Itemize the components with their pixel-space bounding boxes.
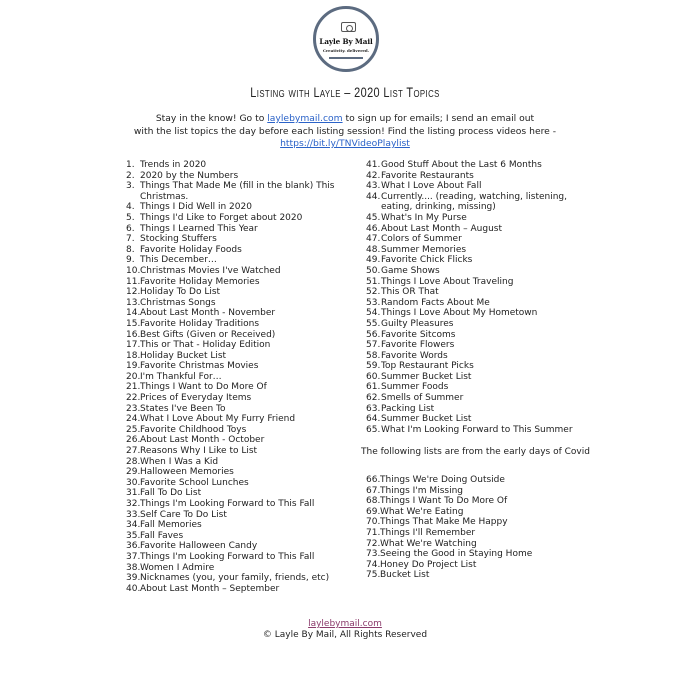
list-item-text: Currently.... (reading, watching, listening, eating, drinking, missing) [381, 191, 568, 213]
list-item [126, 340, 336, 351]
list-item-text: This OR That [381, 287, 439, 298]
list-item-number: 49. [366, 255, 381, 266]
list-item-number: 67. [366, 485, 381, 496]
list-item [126, 287, 336, 298]
list-item [126, 255, 336, 266]
logo-divider [329, 57, 363, 59]
list-item-text: Colors of Summer [381, 234, 462, 245]
list-item-number: 29. [126, 467, 141, 478]
list-item-number: 51. [366, 276, 381, 287]
list-item-text: Fall To Do List [140, 488, 202, 499]
list-item-text: Prices of Everyday Items [140, 393, 252, 404]
intro-paragraph [0, 113, 690, 151]
list-item [366, 319, 596, 330]
list-item [126, 393, 336, 404]
list-item-text: This December… [140, 255, 217, 266]
list-item-number: 70. [366, 517, 381, 528]
list-item-number: 50. [366, 265, 381, 276]
list-item-text: Favorite Restaurants [381, 170, 474, 181]
list-item [126, 499, 336, 510]
list-item [126, 573, 336, 584]
list-item-number: 46. [366, 223, 381, 234]
list-item-number: 58. [366, 350, 381, 361]
list-item-number: 61. [366, 382, 381, 393]
list-item-number: 34. [126, 520, 141, 531]
list-item-text: Things We're Doing Outside [380, 475, 505, 485]
list-item [366, 372, 596, 383]
list-item [126, 202, 336, 213]
list-item [126, 213, 336, 224]
list-item [126, 181, 336, 202]
list-item [366, 277, 596, 288]
footer-copyright: © Layle By Mail, All Rights Reserved [262, 630, 428, 640]
list-item [366, 234, 596, 245]
list-item-number: 55. [366, 318, 381, 329]
list-item-text: Holiday Bucket List [140, 350, 227, 361]
list-item-number: 26. [126, 435, 141, 446]
list-item-number: 31. [126, 488, 141, 499]
list-item-text: Halloween Memories [140, 467, 234, 478]
list-item [366, 308, 596, 319]
list-item-text: Favorite Flowers [381, 340, 455, 351]
intro-text-3: with the list topics the day before each listing session! Find the listing process videos here - [133, 125, 557, 137]
footer-site-link[interactable]: laylebymail.com [308, 619, 382, 629]
list-item-text: States I've Been To [140, 403, 226, 414]
list-item-number: 12. [126, 287, 141, 298]
list-item [366, 255, 596, 266]
list-item [126, 541, 336, 552]
list-item-text: Guilty Pleasures [381, 318, 454, 329]
list-item-number: 64. [366, 414, 381, 425]
list-item-number: 20. [126, 371, 141, 382]
topic-list-left [126, 160, 336, 594]
page-title: Listing with Layle – 2020 List Topics [250, 84, 440, 100]
list-item-text: What's In My Purse [381, 212, 467, 223]
list-item-text: Things I'd Like to Forget about 2020 [140, 212, 303, 223]
list-item-number: 7. [126, 234, 135, 245]
intro-text-1: Stay in the know! Go to [155, 113, 268, 124]
list-item-text: Things I'll Remember [380, 527, 476, 538]
list-item-number: 1. [126, 160, 135, 170]
list-item [126, 414, 336, 425]
list-item-text: Top Restaurant Picks [381, 361, 474, 372]
list-item-text: 2020 by the Numbers [140, 170, 239, 181]
list-item-number: 21. [126, 382, 141, 393]
list-item-number: 54. [366, 308, 381, 319]
list-item-text: Reasons Why I Like to List [140, 446, 258, 457]
list-item-number: 38. [126, 562, 141, 573]
list-item-number: 39. [126, 573, 141, 584]
list-item-number: 74. [366, 559, 381, 570]
list-item [126, 510, 336, 521]
list-item [366, 539, 596, 550]
list-item [126, 245, 336, 256]
list-item-number: 2. [126, 170, 135, 181]
list-item-text: Fall Memories [140, 520, 202, 531]
list-item-number: 44. [366, 191, 381, 202]
list-item-text: Things I'm Looking Forward to This Fall [140, 499, 315, 509]
list-item-number: 32. [126, 499, 141, 509]
list-item [366, 160, 596, 171]
list-item-text: Random Facts About Me [381, 297, 490, 308]
list-item-text: Favorite Holiday Foods [140, 244, 242, 255]
list-item-number: 60. [366, 371, 381, 382]
list-item [126, 224, 336, 235]
list-item-number: 11. [126, 276, 141, 287]
list-item-text: Women I Admire [140, 562, 215, 573]
list-item-text: Favorite Sitcoms [381, 329, 456, 340]
list-item [366, 287, 596, 298]
list-item-text: Things I'm Looking Forward to This Fall [140, 551, 315, 562]
list-item-number: 22. [126, 393, 141, 404]
list-item-text: This or That - Holiday Edition [140, 340, 271, 351]
list-item [126, 488, 336, 499]
list-item [366, 393, 596, 404]
list-item-number: 14. [126, 308, 141, 319]
list-item [366, 404, 596, 415]
list-item [366, 330, 596, 341]
list-item-text: Favorite Christmas Movies [140, 361, 259, 372]
list-item [366, 560, 596, 571]
list-item-text: Things That Make Me Happy [380, 517, 508, 528]
list-item-text: About Last Month - November [140, 308, 276, 319]
list-item [126, 457, 336, 468]
brand-logo [313, 6, 379, 72]
list-item [366, 224, 596, 235]
list-item-number: 71. [366, 527, 381, 538]
list-item-number: 69. [366, 506, 381, 517]
list-item-text: Fall Faves [140, 530, 184, 541]
list-item-text: Summer Bucket List [381, 414, 472, 425]
list-item-number: 52. [366, 287, 381, 298]
list-item-number: 23. [126, 403, 141, 414]
list-item-number: 65. [366, 424, 381, 435]
list-item-text: Favorite Halloween Candy [140, 541, 258, 552]
list-item-number: 53. [366, 297, 381, 308]
list-item-number: 62. [366, 393, 381, 404]
list-item-number: 18. [126, 350, 141, 361]
list-item-text: When I Was a Kid [140, 456, 219, 467]
video-playlist-link[interactable]: https://bit.ly/TNVideoPlaylist [280, 138, 410, 149]
logo-name: Layle By Mail [319, 37, 373, 46]
list-item-number: 19. [126, 361, 141, 372]
list-item [126, 372, 336, 383]
list-item-number: 3. [126, 181, 135, 192]
list-item [366, 528, 596, 539]
covid-note: The following lists are from the early days of Covid [361, 447, 590, 457]
list-item-number: 57. [366, 340, 381, 351]
signup-link[interactable]: laylebymail.com [267, 113, 343, 124]
list-item-text: Things I Learned This Year [140, 223, 258, 234]
list-item [126, 277, 336, 288]
list-item-text: Best Gifts (Given or Received) [140, 329, 276, 340]
list-item [126, 446, 336, 457]
list-item [126, 425, 336, 436]
list-item [126, 266, 336, 277]
list-item [366, 181, 596, 192]
list-item-text: Things I'm Missing [380, 485, 463, 496]
list-item [366, 517, 596, 528]
list-item-number: 9. [126, 255, 135, 266]
list-item [126, 478, 336, 489]
list-item [366, 245, 596, 256]
list-item-text: About Last Month - October [140, 435, 265, 446]
list-item-text: What I Love About My Furry Friend [140, 414, 296, 425]
logo-tagline: Creativity. delivered. [322, 48, 370, 53]
list-item [366, 298, 596, 309]
list-item-text: Things I Want To Do More Of [380, 496, 508, 507]
list-item-text: I'm Thankful For… [140, 371, 222, 382]
list-item-number: 56. [366, 329, 381, 340]
list-item [366, 351, 596, 362]
list-item [366, 213, 596, 224]
list-item [126, 467, 336, 478]
list-item-number: 41. [366, 160, 381, 170]
list-item [366, 425, 596, 436]
list-item [126, 351, 336, 362]
list-item-text: Favorite Childhood Toys [140, 424, 247, 435]
list-item-number: 24. [126, 414, 141, 425]
list-item [366, 475, 596, 486]
list-item [126, 563, 336, 574]
list-item-number: 33. [126, 509, 141, 520]
list-item [126, 404, 336, 415]
topic-list-right [366, 160, 596, 435]
list-item-number: 75. [366, 570, 381, 581]
list-item-text: What I'm Looking Forward to This Summer [381, 424, 573, 435]
list-item-text: What I Love About Fall [381, 181, 482, 192]
list-item-text: Good Stuff About the Last 6 Months [381, 160, 542, 170]
list-item [126, 330, 336, 341]
list-item-number: 42. [366, 170, 381, 181]
list-item-text: Smells of Summer [381, 393, 464, 404]
list-item-text: Trends in 2020 [140, 160, 207, 170]
list-item [126, 361, 336, 372]
list-item [126, 171, 336, 182]
list-item-text: Self Care To Do List [140, 509, 227, 520]
list-item-text: What We're Watching [380, 538, 477, 549]
list-item-number: 28. [126, 456, 141, 467]
list-item-number: 73. [366, 549, 381, 560]
list-item-text: Christmas Songs [140, 297, 216, 308]
list-item [366, 496, 596, 507]
list-item-number: 47. [366, 234, 381, 245]
list-item [126, 234, 336, 245]
list-item-number: 68. [366, 496, 381, 507]
list-item-number: 13. [126, 297, 141, 308]
list-item-text: Things That Made Me (fill in the blank) This Christmas. [140, 181, 335, 202]
list-item-number: 25. [126, 424, 141, 435]
list-item [366, 507, 596, 518]
list-item [366, 361, 596, 372]
list-item-text: Bucket List [380, 570, 430, 581]
list-item-number: 72. [366, 538, 381, 549]
list-item-number: 45. [366, 212, 381, 223]
list-item-text: Things I Love About Traveling [381, 276, 514, 287]
list-item-text: About Last Month – September [140, 583, 280, 594]
list-item-text: Favorite Holiday Memories [140, 276, 260, 287]
intro-text-2: to sign up for emails; I send an email out [342, 113, 535, 124]
list-item-number: 27. [126, 446, 141, 457]
list-item-number: 4. [126, 202, 135, 213]
list-item-text: Christmas Movies I've Watched [140, 265, 281, 276]
list-item-text: Game Shows [381, 265, 440, 276]
list-item-number: 35. [126, 530, 141, 541]
list-item-text: What We're Eating [380, 506, 464, 517]
list-item [126, 552, 336, 563]
list-item [126, 435, 336, 446]
list-item-text: Holiday To Do List [140, 287, 221, 298]
list-item [366, 382, 596, 393]
camera-icon [341, 22, 356, 32]
list-item-number: 59. [366, 361, 381, 372]
list-item-text: Favorite School Lunches [140, 477, 249, 488]
list-item-text: Seeing the Good in Staying Home [380, 549, 533, 560]
list-item [366, 192, 596, 213]
list-item [366, 486, 596, 497]
list-item-text: Things I Love About My Hometown [381, 308, 538, 319]
list-item [366, 570, 596, 581]
list-item-text: Summer Memories [381, 244, 467, 255]
list-item-number: 30. [126, 477, 141, 488]
list-item-number: 36. [126, 541, 141, 552]
list-item-number: 40. [126, 583, 141, 594]
list-item-text: About Last Month – August [381, 223, 503, 234]
list-item-number: 43. [366, 181, 381, 192]
list-item-text: Things I Want to Do More Of [140, 382, 267, 393]
list-item-number: 48. [366, 244, 381, 255]
list-item-text: Favorite Words [381, 350, 448, 361]
list-item-text: Favorite Holiday Traditions [140, 318, 260, 329]
list-item-number: 10. [126, 265, 141, 276]
list-item-number: 37. [126, 551, 141, 562]
topic-list-covid [366, 475, 596, 581]
list-item-number: 6. [126, 223, 135, 234]
list-item-number: 15. [126, 318, 141, 329]
list-item-text: Things I Did Well in 2020 [140, 202, 252, 213]
list-item [366, 549, 596, 560]
list-item-number: 63. [366, 403, 381, 414]
list-item [126, 160, 336, 171]
list-item-number: 16. [126, 329, 141, 340]
list-item-number: 66. [366, 475, 381, 485]
list-item-number: 5. [126, 212, 135, 223]
list-item-text: Summer Bucket List [381, 371, 472, 382]
list-item-text: Packing List [381, 403, 435, 414]
list-item-text: Favorite Chick Flicks [381, 255, 473, 266]
list-item [366, 340, 596, 351]
list-item [126, 520, 336, 531]
list-item [366, 414, 596, 425]
list-item [126, 308, 336, 319]
list-item-text: Summer Foods [381, 382, 449, 393]
list-item [126, 584, 336, 595]
list-item-text: Honey Do Project List [380, 559, 477, 570]
list-item [126, 531, 336, 542]
list-item [126, 319, 336, 330]
list-item-number: 8. [126, 244, 135, 255]
list-item-number: 17. [126, 340, 141, 351]
list-item-text: Stocking Stuffers [140, 234, 217, 245]
list-item [126, 298, 336, 309]
list-item-text: Nicknames (you, your family, friends, etc) [140, 573, 330, 584]
list-item [366, 171, 596, 182]
list-item [366, 266, 596, 277]
list-item [126, 382, 336, 393]
